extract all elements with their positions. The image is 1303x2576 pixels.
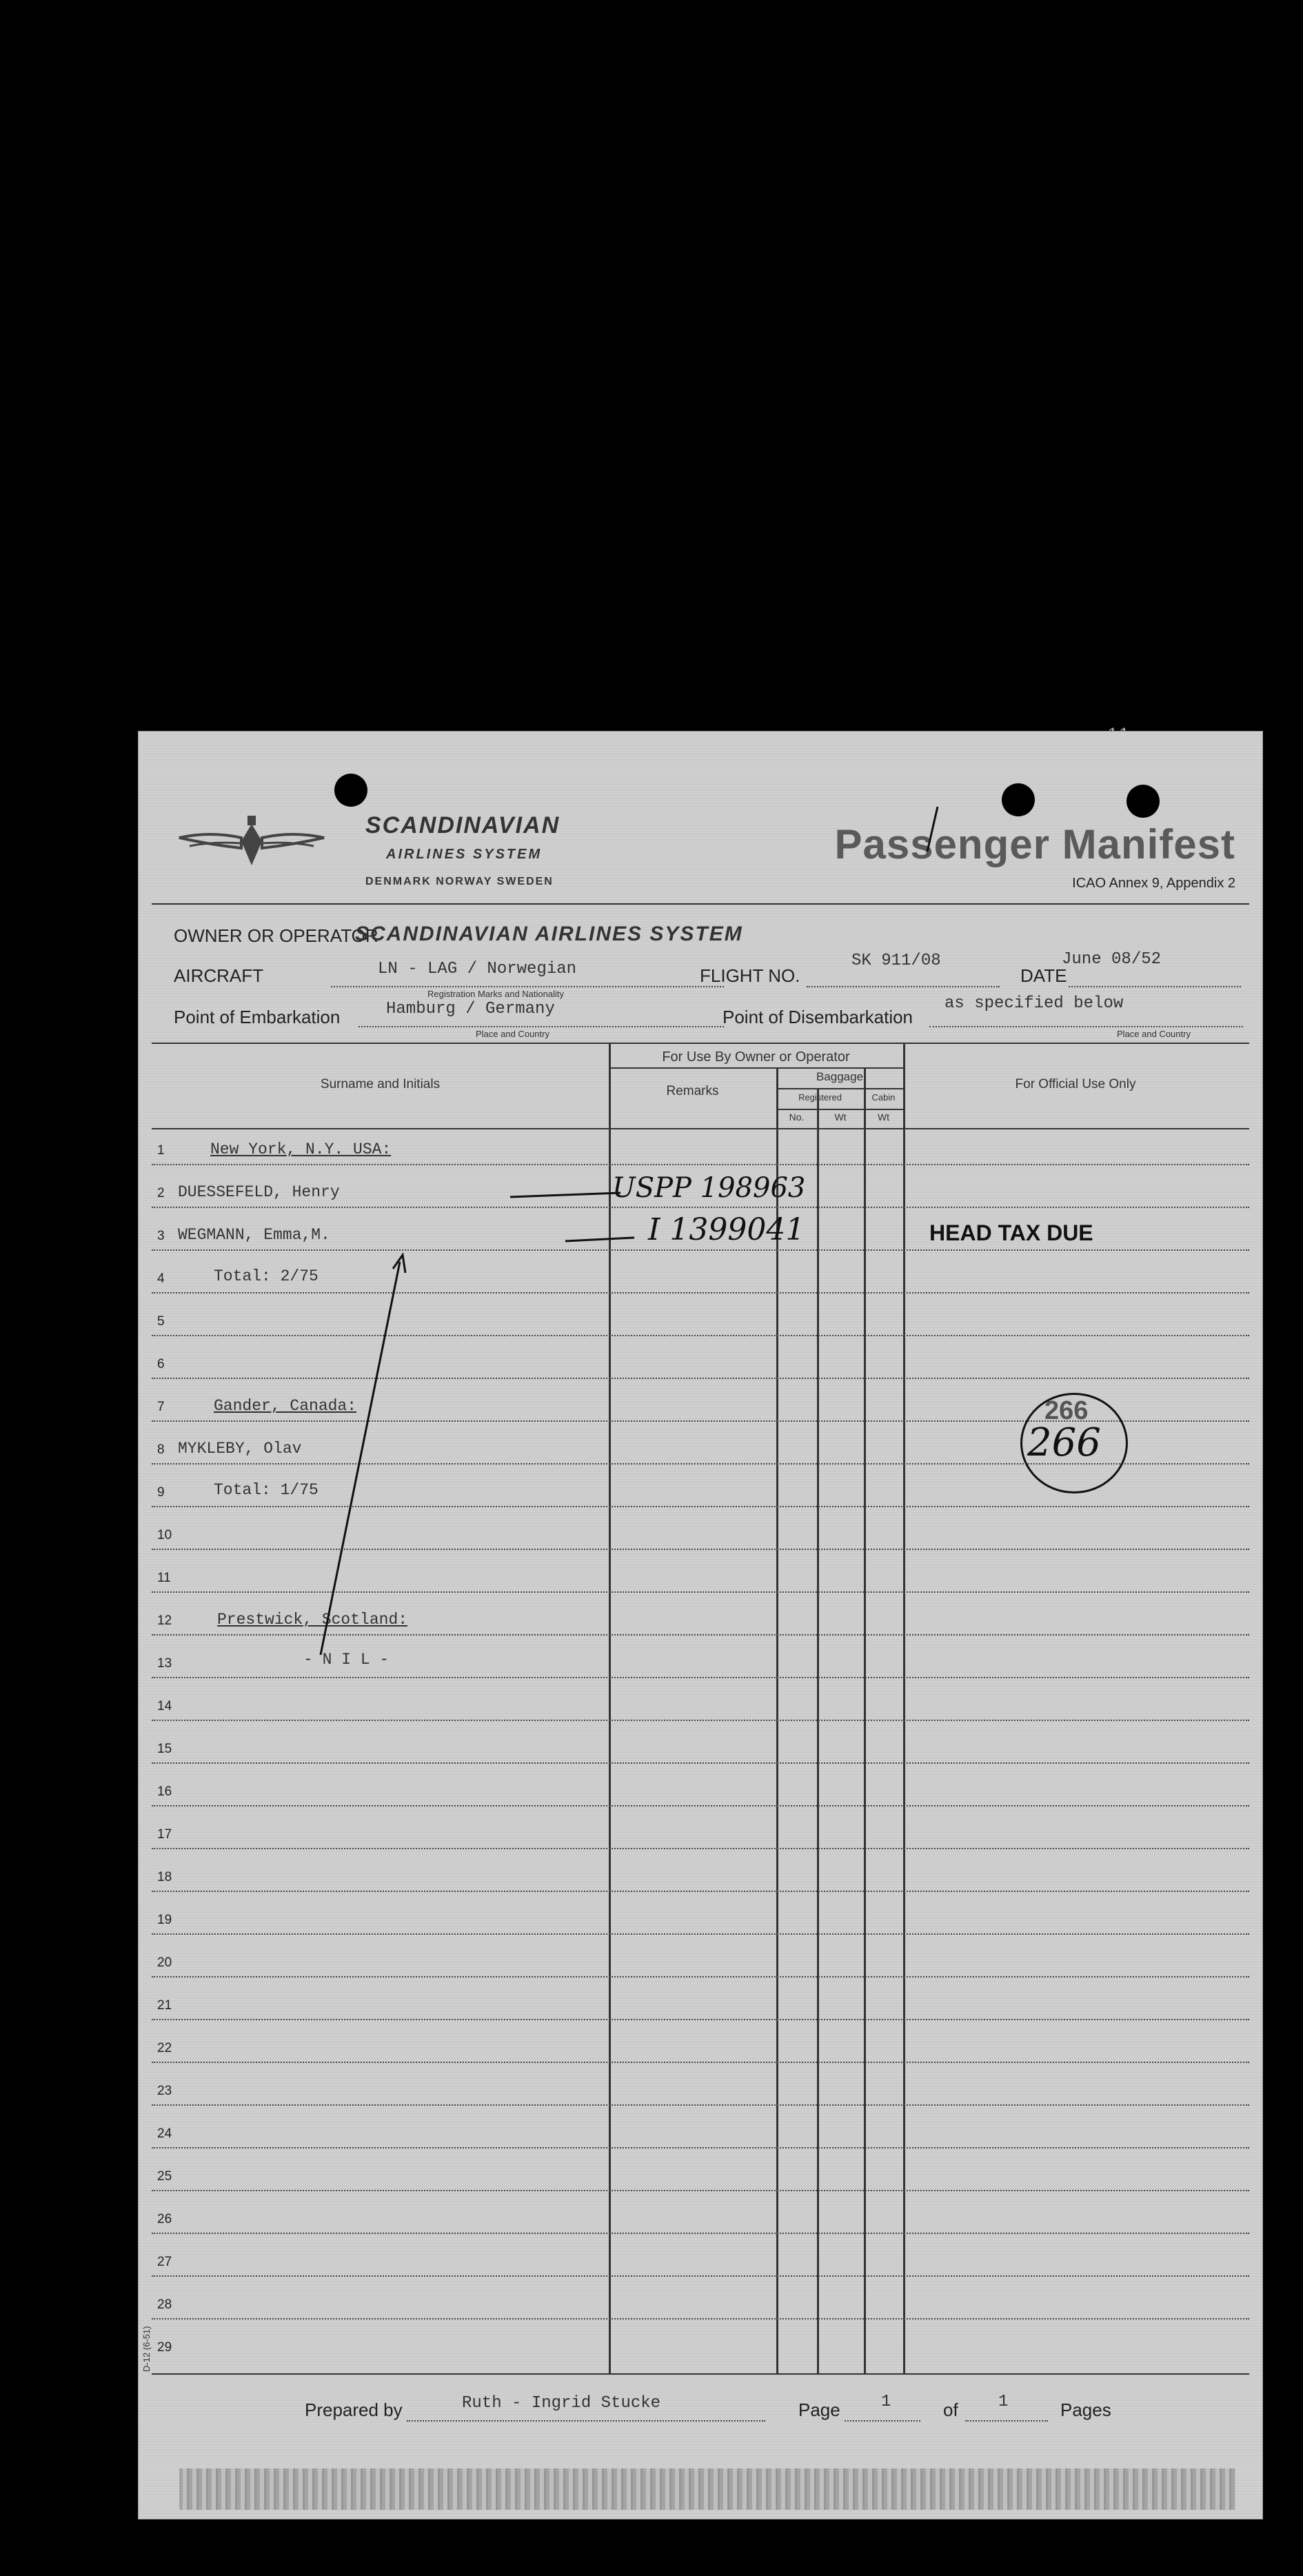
page-subtitle: ICAO Annex 9, Appendix 2 xyxy=(1072,876,1235,891)
row-number: 16 xyxy=(157,1784,172,1799)
manifest-page xyxy=(138,731,1263,2519)
date-line xyxy=(1069,986,1241,987)
row-number: 14 xyxy=(157,1699,172,1713)
row-rule xyxy=(152,1933,1249,1935)
row-number: 10 xyxy=(157,1528,172,1542)
row-rule xyxy=(152,2104,1249,2106)
disembarkation-label: Point of Disembarkation xyxy=(723,1007,913,1027)
head-tax-due-stamp: HEAD TAX DUE xyxy=(929,1220,1093,1245)
punch-hole xyxy=(1002,783,1035,816)
row-text: - N I L - xyxy=(303,1651,390,1669)
row-rule xyxy=(152,2019,1249,2020)
row-number: 2 xyxy=(157,1186,165,1200)
airline-wings-logo xyxy=(176,810,327,872)
owner-label: OWNER OR OPERATOR xyxy=(174,925,378,946)
row-number: 6 xyxy=(157,1357,165,1371)
embarkation-line xyxy=(358,1026,724,1027)
of-label: of xyxy=(943,2399,958,2420)
col-header-cabin: Cabin xyxy=(871,1092,896,1103)
airline-countries: DENMARK NORWAY SWEDEN xyxy=(365,876,554,887)
of-line xyxy=(965,2420,1048,2422)
row-text: Gander, Canada: xyxy=(214,1397,357,1415)
flight-no-label: FLIGHT NO. xyxy=(700,965,800,986)
row-rule xyxy=(152,1292,1249,1294)
owner-value: SCANDINAVIAN AIRLINES SYSTEM xyxy=(355,923,743,945)
table-bottom-rule xyxy=(152,2373,1249,2375)
disembarkation-line xyxy=(929,1026,1243,1027)
row-rule xyxy=(152,1549,1249,1550)
col-header-official: For Official Use Only xyxy=(1015,1077,1136,1091)
page-value: 1 xyxy=(881,2393,891,2411)
row-rule xyxy=(152,1591,1249,1593)
embarkation-value: Hamburg / Germany xyxy=(386,1000,555,1018)
row-text: Prestwick, Scotland: xyxy=(217,1611,408,1629)
row-number: 17 xyxy=(157,1827,172,1842)
row-number: 7 xyxy=(157,1400,165,1414)
col-divider-surname xyxy=(609,1043,611,2373)
row-text: Total: 1/75 xyxy=(214,1481,319,1499)
row-number: 19 xyxy=(157,1913,172,1927)
row-number: 9 xyxy=(157,1485,165,1500)
row-number: 24 xyxy=(157,2126,172,2141)
table-header-bottom-rule xyxy=(152,1128,1249,1129)
page-label: Page xyxy=(798,2399,840,2420)
owner-use-divider xyxy=(609,1067,903,1069)
col-divider-regno xyxy=(817,1088,819,2373)
col-header-wt: Wt xyxy=(834,1111,847,1123)
col-header-owner-use: For Use By Owner or Operator xyxy=(662,1049,850,1065)
row-number: 27 xyxy=(157,2255,172,2269)
col-header-surname: Surname and Initials xyxy=(320,1077,441,1091)
row-number: 5 xyxy=(157,1314,165,1329)
row-number: 22 xyxy=(157,2041,172,2055)
circled-number-old: 266 xyxy=(1044,1396,1089,1425)
form-code: D-12 (6-51) xyxy=(141,2326,152,2372)
page-line xyxy=(845,2420,920,2422)
row-rule xyxy=(152,2233,1249,2234)
row-number: 4 xyxy=(157,1271,165,1286)
row-text: WEGMANN, Emma,M. xyxy=(178,1226,330,1244)
row-number: 15 xyxy=(157,1742,172,1756)
row-number: 13 xyxy=(157,1656,172,1671)
page-title: Passenger Manifest xyxy=(834,821,1235,867)
row-rule xyxy=(152,1976,1249,1978)
date-label: DATE xyxy=(1020,965,1067,986)
row-number: 25 xyxy=(157,2169,172,2184)
date-value: June 08/52 xyxy=(1062,950,1162,969)
col-header-no: No. xyxy=(789,1111,805,1123)
row-rule xyxy=(152,1164,1249,1165)
row-rule xyxy=(152,1335,1249,1336)
scan-edge-bottom xyxy=(179,2468,1235,2510)
col-header-cabin-wt: Wt xyxy=(877,1111,890,1123)
col-header-baggage: Baggage xyxy=(816,1070,864,1083)
row-number: 20 xyxy=(157,1955,172,1970)
baggage-subdivider xyxy=(776,1109,903,1110)
disembarkation-value: as specified below xyxy=(945,994,1124,1013)
prepared-by-label: Prepared by xyxy=(305,2399,403,2420)
row-rule xyxy=(152,1720,1249,1721)
row-rule xyxy=(152,1378,1249,1379)
aircraft-label: AIRCRAFT xyxy=(174,965,263,986)
header-divider xyxy=(152,903,1249,905)
row-number: 8 xyxy=(157,1442,165,1457)
row-number: 11 xyxy=(157,1571,171,1585)
row-number: 23 xyxy=(157,2084,172,2098)
row-text: DUESSEFELD, Henry xyxy=(178,1183,340,1201)
row-text: New York, N.Y. USA: xyxy=(210,1140,392,1158)
row-rule xyxy=(152,1506,1249,1507)
col-header-remarks: Remarks xyxy=(666,1084,719,1098)
embarkation-note: Place and Country xyxy=(476,1029,549,1039)
row-number: 1 xyxy=(157,1143,165,1158)
pages-label: Pages xyxy=(1060,2399,1111,2420)
prepared-by-line xyxy=(407,2420,765,2422)
baggage-divider xyxy=(776,1088,903,1089)
remark-passport-row2: USPP 198963 xyxy=(612,1172,806,1204)
row-number: 26 xyxy=(157,2212,172,2226)
row-number: 28 xyxy=(157,2297,172,2312)
punch-hole xyxy=(334,774,367,807)
aircraft-note: Registration Marks and Nationality xyxy=(427,989,564,999)
row-rule xyxy=(152,2147,1249,2149)
row-rule xyxy=(152,1762,1249,1764)
circled-number-new: 266 xyxy=(1027,1420,1101,1465)
airline-name: SCANDINAVIAN xyxy=(365,812,560,838)
row-rule xyxy=(152,1848,1249,1849)
embarkation-label: Point of Embarkation xyxy=(174,1007,341,1027)
row-text: Total: 2/75 xyxy=(214,1267,319,1285)
punch-hole xyxy=(1127,785,1160,818)
col-divider-cabin xyxy=(903,1043,905,2373)
row-rule xyxy=(152,1207,1249,1208)
flight-no-line xyxy=(807,986,1000,987)
airline-subtitle: AIRLINES SYSTEM xyxy=(386,847,543,862)
row-rule xyxy=(152,1805,1249,1807)
row-number: 18 xyxy=(157,1870,172,1884)
table-top-rule xyxy=(152,1043,1249,1044)
row-text: MYKLEBY, Olav xyxy=(178,1440,302,1458)
row-number: 12 xyxy=(157,1613,172,1628)
remark-number-row3: I 1399041 xyxy=(648,1212,805,1247)
col-header-registered: Registered xyxy=(798,1092,842,1103)
row-rule xyxy=(152,1891,1249,1892)
flight-no-value: SK 911/08 xyxy=(851,952,941,970)
row-number: 29 xyxy=(157,2340,172,2355)
of-value: 1 xyxy=(998,2393,1009,2411)
row-rule xyxy=(152,1249,1249,1251)
aircraft-line xyxy=(331,986,724,987)
row-rule xyxy=(152,2275,1249,2277)
disembarkation-note: Place and Country xyxy=(1117,1029,1191,1039)
row-rule xyxy=(152,2190,1249,2191)
prepared-by-value: Ruth - Ingrid Stucke xyxy=(462,2394,661,2413)
row-rule xyxy=(152,1677,1249,1678)
row-rule xyxy=(152,2062,1249,2063)
row-number: 3 xyxy=(157,1229,165,1243)
row-rule xyxy=(152,1634,1249,1636)
aircraft-value: LN - LAG / Norwegian xyxy=(378,960,577,978)
row-number: 21 xyxy=(157,1998,172,2013)
row-rule xyxy=(152,2318,1249,2320)
